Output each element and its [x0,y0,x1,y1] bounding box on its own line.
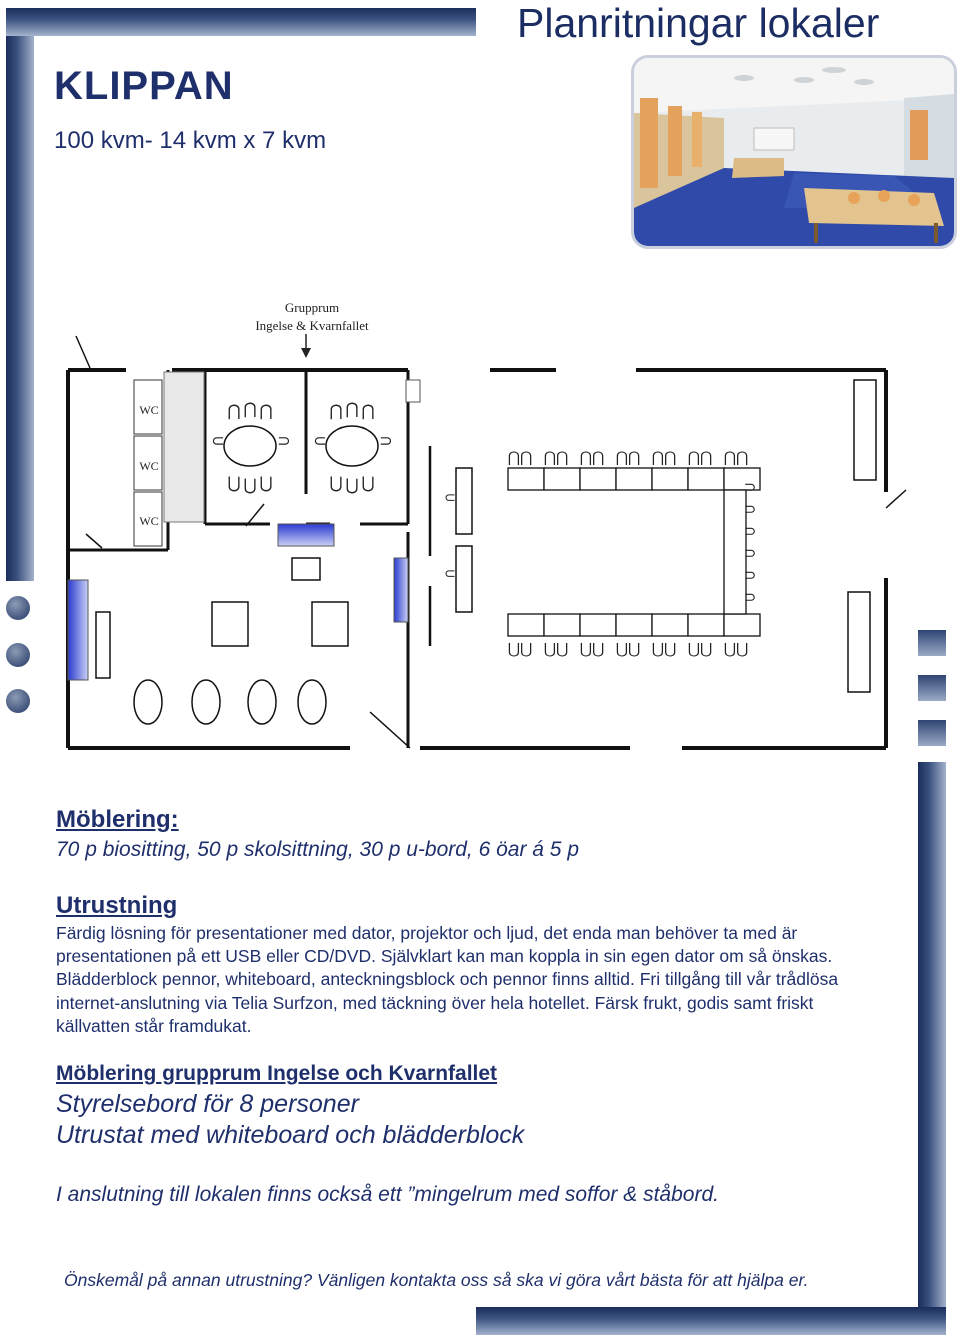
svg-text:⊃: ⊃ [743,545,757,562]
decor-bar-bottom [476,1307,946,1335]
decor-square [918,630,946,656]
page-title: Planritningar lokaler [517,0,880,46]
venue-size: 100 kvm- 14 kvm x 7 kvm [54,127,327,154]
svg-text:⊂: ⊂ [444,565,456,581]
svg-text:⋃⋃: ⋃⋃ [615,641,641,658]
svg-text:⋃⋃: ⋃⋃ [687,641,713,658]
group-room-label-sub: Ingelse & Kvarnfallet [255,318,369,333]
group-room-label: Grupprum [284,300,340,315]
svg-text:⊃: ⊃ [743,589,757,606]
svg-text:⊃: ⊃ [743,479,757,496]
svg-text:⋃: ⋃ [243,477,257,494]
svg-text:⋃: ⋃ [329,475,343,492]
svg-text:⋂: ⋂ [227,403,241,420]
svg-text:⋂⋂: ⋂⋂ [651,449,677,466]
wc-label: WC [139,459,159,473]
equipment-heading: Utrustning [56,892,178,919]
svg-text:⋂⋂: ⋂⋂ [543,449,569,466]
floor-plan [60,296,920,758]
svg-text:⊂: ⊂ [313,433,327,450]
svg-text:⊃: ⊃ [743,567,757,584]
svg-text:⊃: ⊃ [743,501,757,518]
svg-text:⋃⋃: ⋃⋃ [651,641,677,658]
svg-text:⊃: ⊃ [277,433,291,450]
svg-text:⋃⋃: ⋃⋃ [507,641,533,658]
decor-square [918,675,946,701]
group-rooms-heading: Möblering grupprum Ingelse och Kvarnfallet [56,1062,498,1085]
wc-label: WC [139,403,159,417]
svg-text:⋂: ⋂ [345,401,359,418]
svg-text:⊃: ⊃ [379,433,393,450]
mingle-text: I anslutning till lokalen finns också ett ”mingelrum med soffor & ståbord. [56,1183,719,1206]
svg-text:⋂: ⋂ [361,403,375,420]
svg-text:⋂: ⋂ [259,403,273,420]
decor-bar-left [6,36,34,581]
room-photo [634,58,954,246]
decor-bar-top [6,8,476,36]
svg-text:⋃: ⋃ [361,475,375,492]
furnishing-heading: Möblering: [56,806,179,833]
svg-text:⋂⋂: ⋂⋂ [615,449,641,466]
svg-text:⋂⋂: ⋂⋂ [687,449,713,466]
group-rooms-line1: Styrelsebord för 8 personer [56,1090,359,1118]
svg-text:⋃: ⋃ [227,475,241,492]
svg-text:⋃⋃: ⋃⋃ [723,641,749,658]
wc-label: WC [139,514,159,528]
svg-text:⋂⋂: ⋂⋂ [723,449,749,466]
venue-name: KLIPPAN [54,64,234,108]
svg-text:⋃⋃: ⋃⋃ [543,641,569,658]
svg-text:⊂: ⊂ [444,489,456,505]
decor-bullet-dot [6,643,30,667]
svg-text:⋂: ⋂ [329,403,343,420]
svg-text:⋂⋂: ⋂⋂ [579,449,605,466]
svg-text:⊃: ⊃ [743,523,757,540]
decor-bullet-dot [6,596,30,620]
group-rooms-line2: Utrustat med whiteboard och blädderblock [56,1121,525,1149]
equipment-text: Färdig lösning för presentationer med dator, projektor och ljud, det enda man behöver ta med är presentationen på ett USB eller CD/DVD. Självklart kan man koppla in sin egen dator om så önskas. Blädderblock pennor, whiteboard, anteckningsblock och pennor finns alltid. Fri tillgång till vår trådlösa internet-anslutning via Telia Surfzon, med täckning över hela hotellet. Färsk frukt, godis samt friskt källvatten står framdukat. [56,923,839,1036]
svg-text:⋃: ⋃ [345,477,359,494]
footer-contact: Önskemål på annan utrustning? Vänligen kontakta oss så ska vi göra vårt bästa för att hjälpa er. [64,1270,809,1290]
furnishing-text: 70 p biositting, 50 p skolsittning, 30 p u-bord, 6 öar á 5 p [56,838,580,861]
decor-bullet-dot [6,689,30,713]
decor-square [918,720,946,746]
decor-bar-right [918,762,946,1307]
svg-text:⊂: ⊂ [211,433,225,450]
svg-text:⋂⋂: ⋂⋂ [507,449,533,466]
svg-text:⋃: ⋃ [259,475,273,492]
svg-text:⋃⋃: ⋃⋃ [579,641,605,658]
svg-text:⋂: ⋂ [243,401,257,418]
